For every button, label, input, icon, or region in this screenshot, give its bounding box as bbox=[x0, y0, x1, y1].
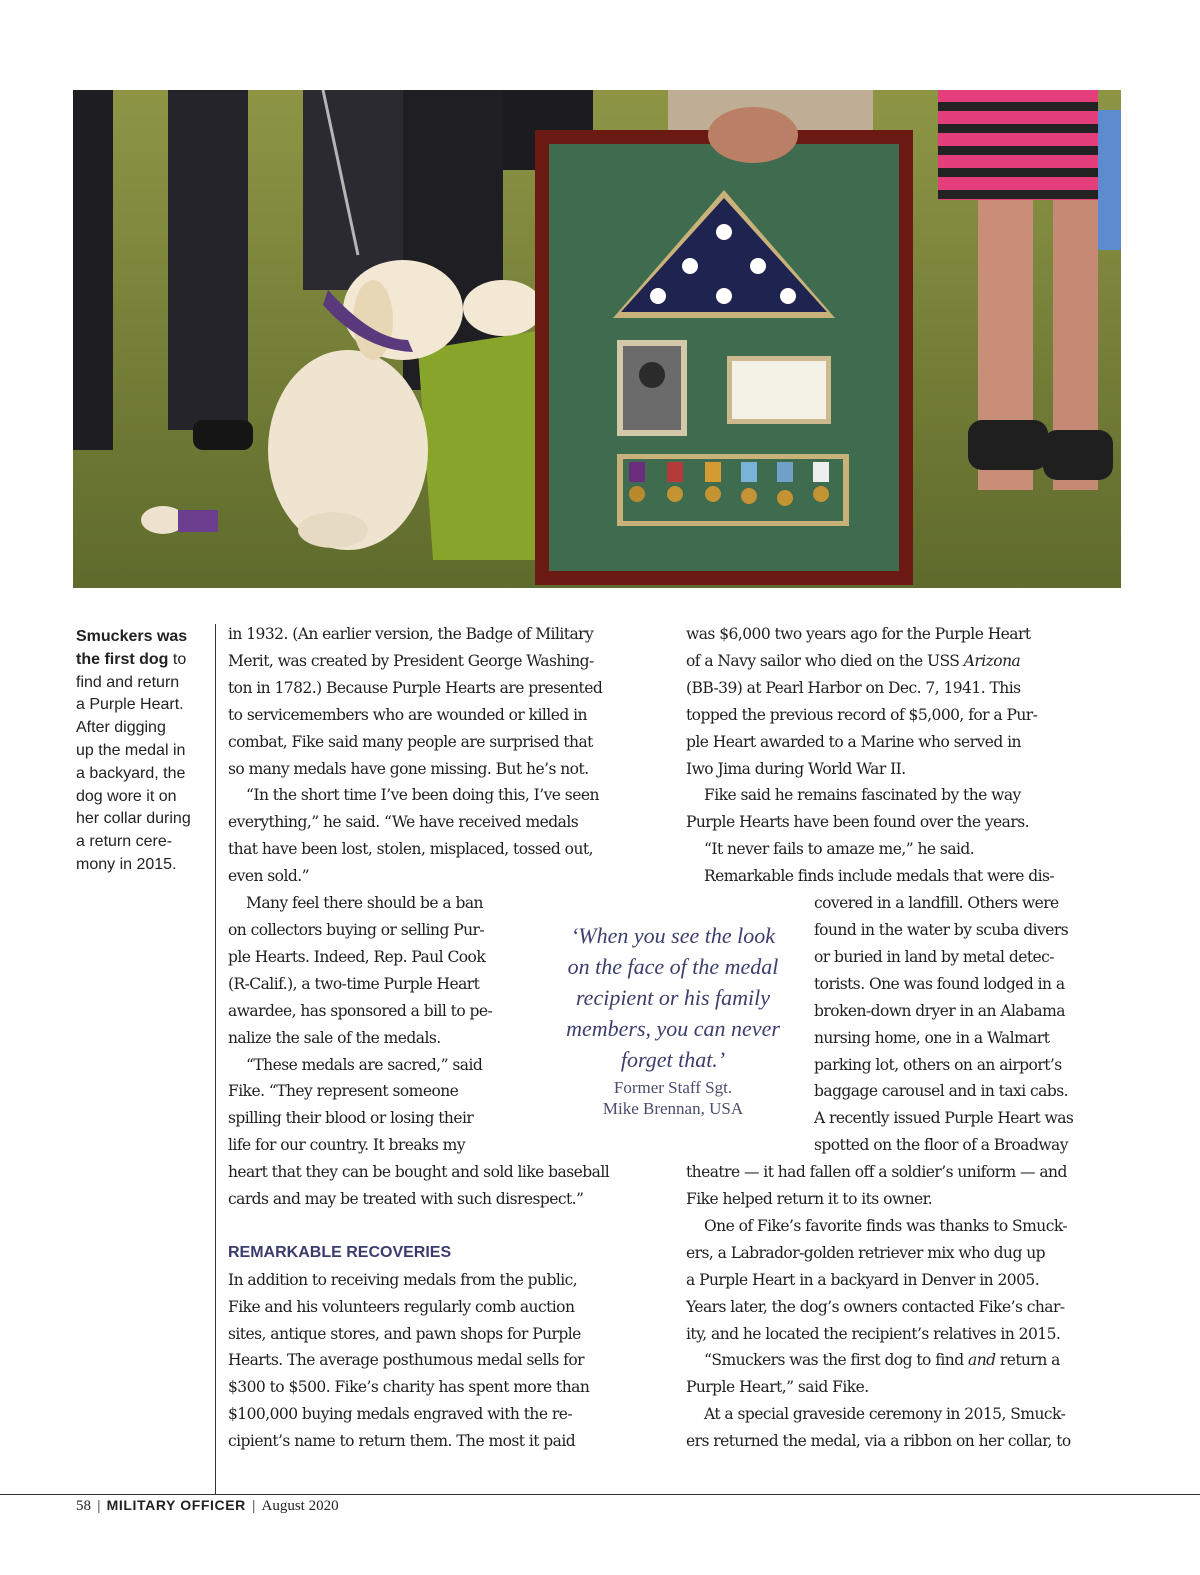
pull-quote-line: ‘When you see the look bbox=[570, 923, 776, 948]
text-line: sites, antique stores, and pawn shops for Purple bbox=[228, 1324, 581, 1343]
pull-quote-line: recipient or his family bbox=[575, 985, 771, 1010]
text-line: ple Hearts. Indeed, Rep. Paul Cook bbox=[228, 947, 486, 966]
paragraph bbox=[686, 863, 1122, 1105]
issue-date: August 2020 bbox=[261, 1498, 339, 1514]
text-run: “Smuckers was the first dog to find bbox=[704, 1351, 968, 1370]
paragraph bbox=[686, 621, 1122, 782]
text-line: Fike said he remains fascinated by the way bbox=[704, 786, 1021, 805]
text-line: Fike. “They represent someone bbox=[228, 1082, 459, 1101]
footer-separator: | bbox=[251, 1497, 256, 1513]
article-column-2 bbox=[686, 621, 1122, 1455]
caption-line: a backyard, the bbox=[76, 764, 186, 782]
text-line: “In the short time I’ve been doing this, I’ve seen bbox=[246, 786, 599, 805]
text-line: theatre — it had fallen off a soldier’s uniform — and bbox=[686, 1163, 1067, 1182]
caption-line: up the medal in bbox=[76, 741, 186, 759]
text-run: of a Navy sailor who died on the USS bbox=[686, 651, 964, 670]
text-line: to servicemembers who are wounded or killed in bbox=[228, 705, 587, 724]
text-line: cipient’s name to return them. The most it paid bbox=[228, 1432, 576, 1451]
text-line: In addition to receiving medals from the public, bbox=[228, 1270, 578, 1289]
text-line: “It never fails to amaze me,” he said. bbox=[704, 840, 975, 859]
paragraph bbox=[686, 1105, 1122, 1213]
text-line: $100,000 buying medals engraved with the re- bbox=[228, 1405, 573, 1424]
text-line: Fike and his volunteers regularly comb auction bbox=[228, 1297, 575, 1316]
text-line: Merit, was created by President George Washing- bbox=[228, 651, 594, 670]
ship-name: Arizona bbox=[963, 651, 1021, 670]
text-line: nursing home, one in a Walmart bbox=[814, 1028, 1050, 1047]
text-line: spilling their blood or losing their bbox=[228, 1109, 474, 1128]
caption-line: a Purple Heart. bbox=[76, 696, 184, 714]
page-footer bbox=[76, 1497, 339, 1515]
attribution-line: Mike Brennan, USA bbox=[602, 1099, 744, 1118]
paragraph bbox=[686, 1401, 1122, 1455]
photo-caption bbox=[76, 626, 208, 877]
paragraph bbox=[686, 1213, 1122, 1348]
text-line: Years later, the dog’s owners contacted Fike’s char- bbox=[686, 1297, 1065, 1316]
footer-rule bbox=[0, 1494, 1200, 1495]
footer-separator: | bbox=[97, 1497, 101, 1513]
text-line: was $6,000 two years ago for the Purple Heart bbox=[686, 625, 1031, 643]
text-line: topped the previous record of $5,000, for a Pur- bbox=[686, 705, 1038, 724]
text-line: Fike helped return it to its owner. bbox=[686, 1190, 933, 1209]
paragraph bbox=[228, 782, 660, 890]
pull-quote-line: members, you can never bbox=[566, 1016, 780, 1041]
text-line: parking lot, others on an airport’s bbox=[814, 1055, 1062, 1074]
caption-line: mony in 2015. bbox=[76, 855, 177, 873]
text-run: return a bbox=[995, 1351, 1060, 1370]
text-line: Purple Hearts have been found over the years. bbox=[686, 813, 1030, 832]
paragraph bbox=[686, 782, 1122, 836]
paragraph bbox=[228, 1267, 660, 1455]
text-line: so many medals have gone missing. But he’s not. bbox=[228, 759, 589, 778]
text-line: (R-Calif.), a two-time Purple Heart bbox=[228, 974, 480, 993]
text-line: on collectors buying or selling Pur- bbox=[228, 920, 485, 939]
caption-line: After digging bbox=[76, 719, 166, 737]
text-line: torists. One was found lodged in a bbox=[814, 974, 1065, 993]
text-line: that have been lost, stolen, misplaced, tossed out, bbox=[228, 840, 593, 859]
text-line: everything,” he said. “We have received medals bbox=[228, 813, 579, 832]
text-line: Remarkable finds include medals that were dis- bbox=[704, 867, 1055, 886]
text-line: or buried in land by metal detec- bbox=[814, 947, 1054, 966]
text-line: found in the water by scuba divers bbox=[814, 920, 1069, 939]
pull-quote-line: on the face of the medal bbox=[567, 954, 779, 979]
text-line: baggage carousel and in taxi cabs. bbox=[814, 1082, 1068, 1101]
text-line: in 1932. (An earlier version, the Badge of Military bbox=[228, 625, 594, 643]
caption-after-bold: to bbox=[168, 650, 187, 668]
text-line: covered in a landfill. Others were bbox=[814, 894, 1059, 913]
caption-bold-line-2: the first dog bbox=[76, 650, 169, 668]
caption-line: find and return bbox=[76, 673, 180, 691]
text-line: a Purple Heart in a backyard in Denver in 2005. bbox=[686, 1270, 1040, 1289]
text-line: Hearts. The average posthumous medal sells for bbox=[228, 1351, 584, 1370]
text-line: awardee, has sponsored a bill to pe- bbox=[228, 1001, 493, 1020]
caption-line: a return cere- bbox=[76, 833, 173, 851]
publication-name: MILITARY OFFICER bbox=[106, 1497, 246, 1513]
text-line: Iwo Jima during World War II. bbox=[686, 759, 906, 778]
text-line: $300 to $500. Fike’s charity has spent more than bbox=[228, 1378, 590, 1397]
text-line: At a special graveside ceremony in 2015, Smuck- bbox=[704, 1405, 1066, 1424]
text-line: ers returned the medal, via a ribbon on her collar, to bbox=[686, 1432, 1071, 1451]
paragraph bbox=[228, 621, 660, 782]
text-line bbox=[686, 648, 1122, 675]
text-line: One of Fike’s favorite finds was thanks to Smuck- bbox=[704, 1216, 1068, 1235]
caption-bold-line-1: Smuckers was bbox=[76, 628, 188, 645]
text-line: ton in 1782.) Because Purple Hearts are presented bbox=[228, 678, 603, 697]
text-line: spotted on the floor of a Broadway bbox=[814, 1136, 1068, 1155]
text-line: cards and may be treated with such disrespect.” bbox=[228, 1190, 584, 1209]
text-line: ity, and he located the recipient’s relatives in 2015. bbox=[686, 1324, 1061, 1343]
text-line: broken-down dryer in an Alabama bbox=[814, 1001, 1065, 1020]
text-line: combat, Fike said many people are surprised that bbox=[228, 732, 593, 751]
text-line: Purple Heart,” said Fike. bbox=[686, 1378, 869, 1397]
text-line: life for our country. It breaks my bbox=[228, 1136, 466, 1155]
text-line: ple Heart awarded to a Marine who served in bbox=[686, 732, 1021, 751]
page-number: 58 bbox=[76, 1498, 91, 1514]
pull-quote-line: forget that.’ bbox=[620, 1047, 726, 1072]
photo-illustration bbox=[73, 90, 1121, 588]
paragraph bbox=[686, 1347, 1122, 1401]
text-line bbox=[686, 1347, 1122, 1374]
text-line: “These medals are sacred,” said bbox=[246, 1055, 483, 1074]
attribution-line: Former Staff Sgt. bbox=[613, 1078, 733, 1097]
text-line: ers, a Labrador-golden retriever mix who dug up bbox=[686, 1243, 1046, 1262]
text-line: Many feel there should be a ban bbox=[246, 894, 483, 913]
emphasis: and bbox=[968, 1351, 996, 1370]
article-photo bbox=[73, 90, 1121, 588]
caption-divider bbox=[215, 624, 216, 1494]
text-line: even sold.” bbox=[228, 867, 309, 886]
paragraph bbox=[686, 836, 1122, 863]
text-line: A recently issued Purple Heart was bbox=[814, 1109, 1074, 1128]
text-line: nalize the sale of the medals. bbox=[228, 1028, 441, 1047]
caption-line: her collar during bbox=[76, 810, 191, 828]
section-subhead: REMARKABLE RECOVERIES bbox=[228, 1243, 452, 1261]
caption-line: dog wore it on bbox=[76, 787, 177, 805]
text-line: (BB-39) at Pearl Harbor on Dec. 7, 1941. This bbox=[686, 678, 1021, 697]
text-line: heart that they can be bought and sold like baseball bbox=[228, 1163, 610, 1182]
